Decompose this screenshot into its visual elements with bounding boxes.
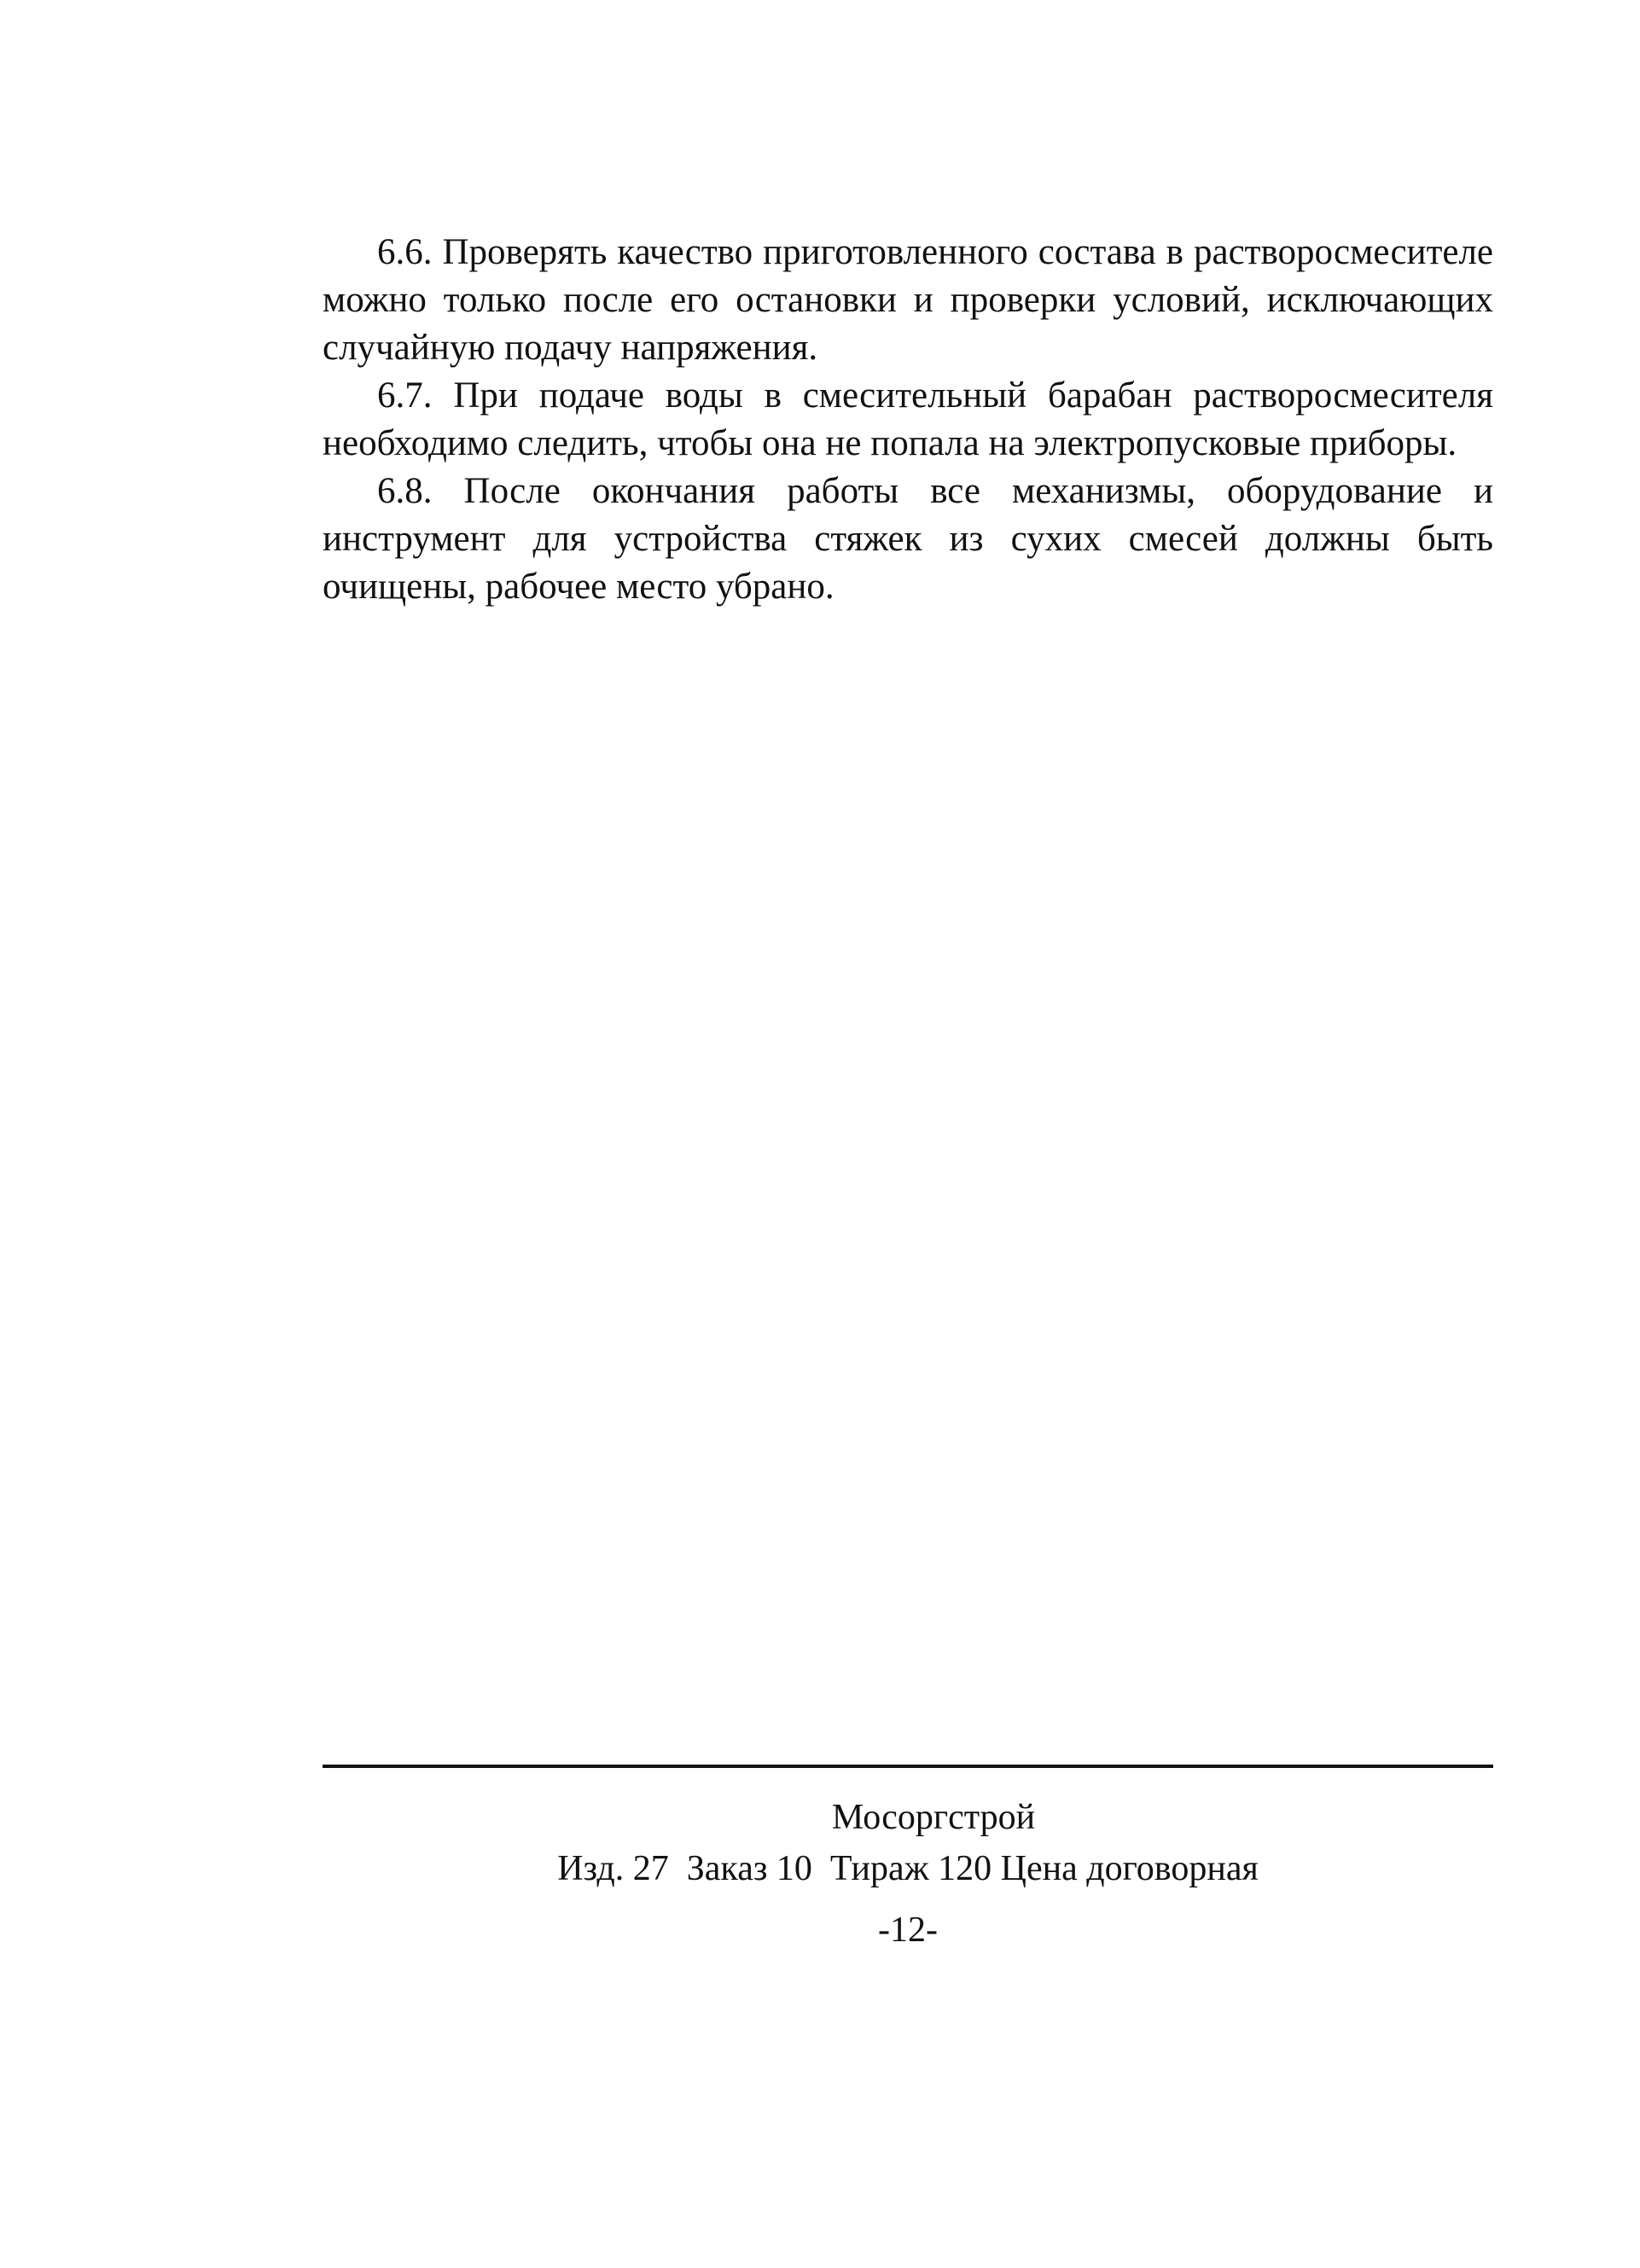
- footer-divider: [323, 1765, 1493, 1768]
- print-details: Изд. 27 Заказ 10 Тираж 120 Цена договорная: [557, 1849, 1259, 1888]
- imprint-block: [323, 1792, 1493, 1956]
- paragraph-6-8: 6.8. После окончания работы все механизмы, оборудование и инструмент для устройства стяжек из сухих смесей должны быть очищены, рабочее место убрано.: [323, 471, 1493, 607]
- page-number: -12-: [878, 1910, 938, 1950]
- paragraph-6-6: 6.6. Проверять качество приготовленного состава в растворосмесителе можно только после его остановки и проверки условий, исключающих случайную подачу напряжения.: [323, 232, 1493, 368]
- document-body: [323, 229, 1493, 611]
- paragraph-6-7: 6.7. При подаче воды в смесительный барабан растворосмесителя необходимо следить, чтобы она не попала на электропусковые приборы.: [323, 375, 1493, 463]
- publisher-name: Мосоргстрой: [831, 1798, 1036, 1837]
